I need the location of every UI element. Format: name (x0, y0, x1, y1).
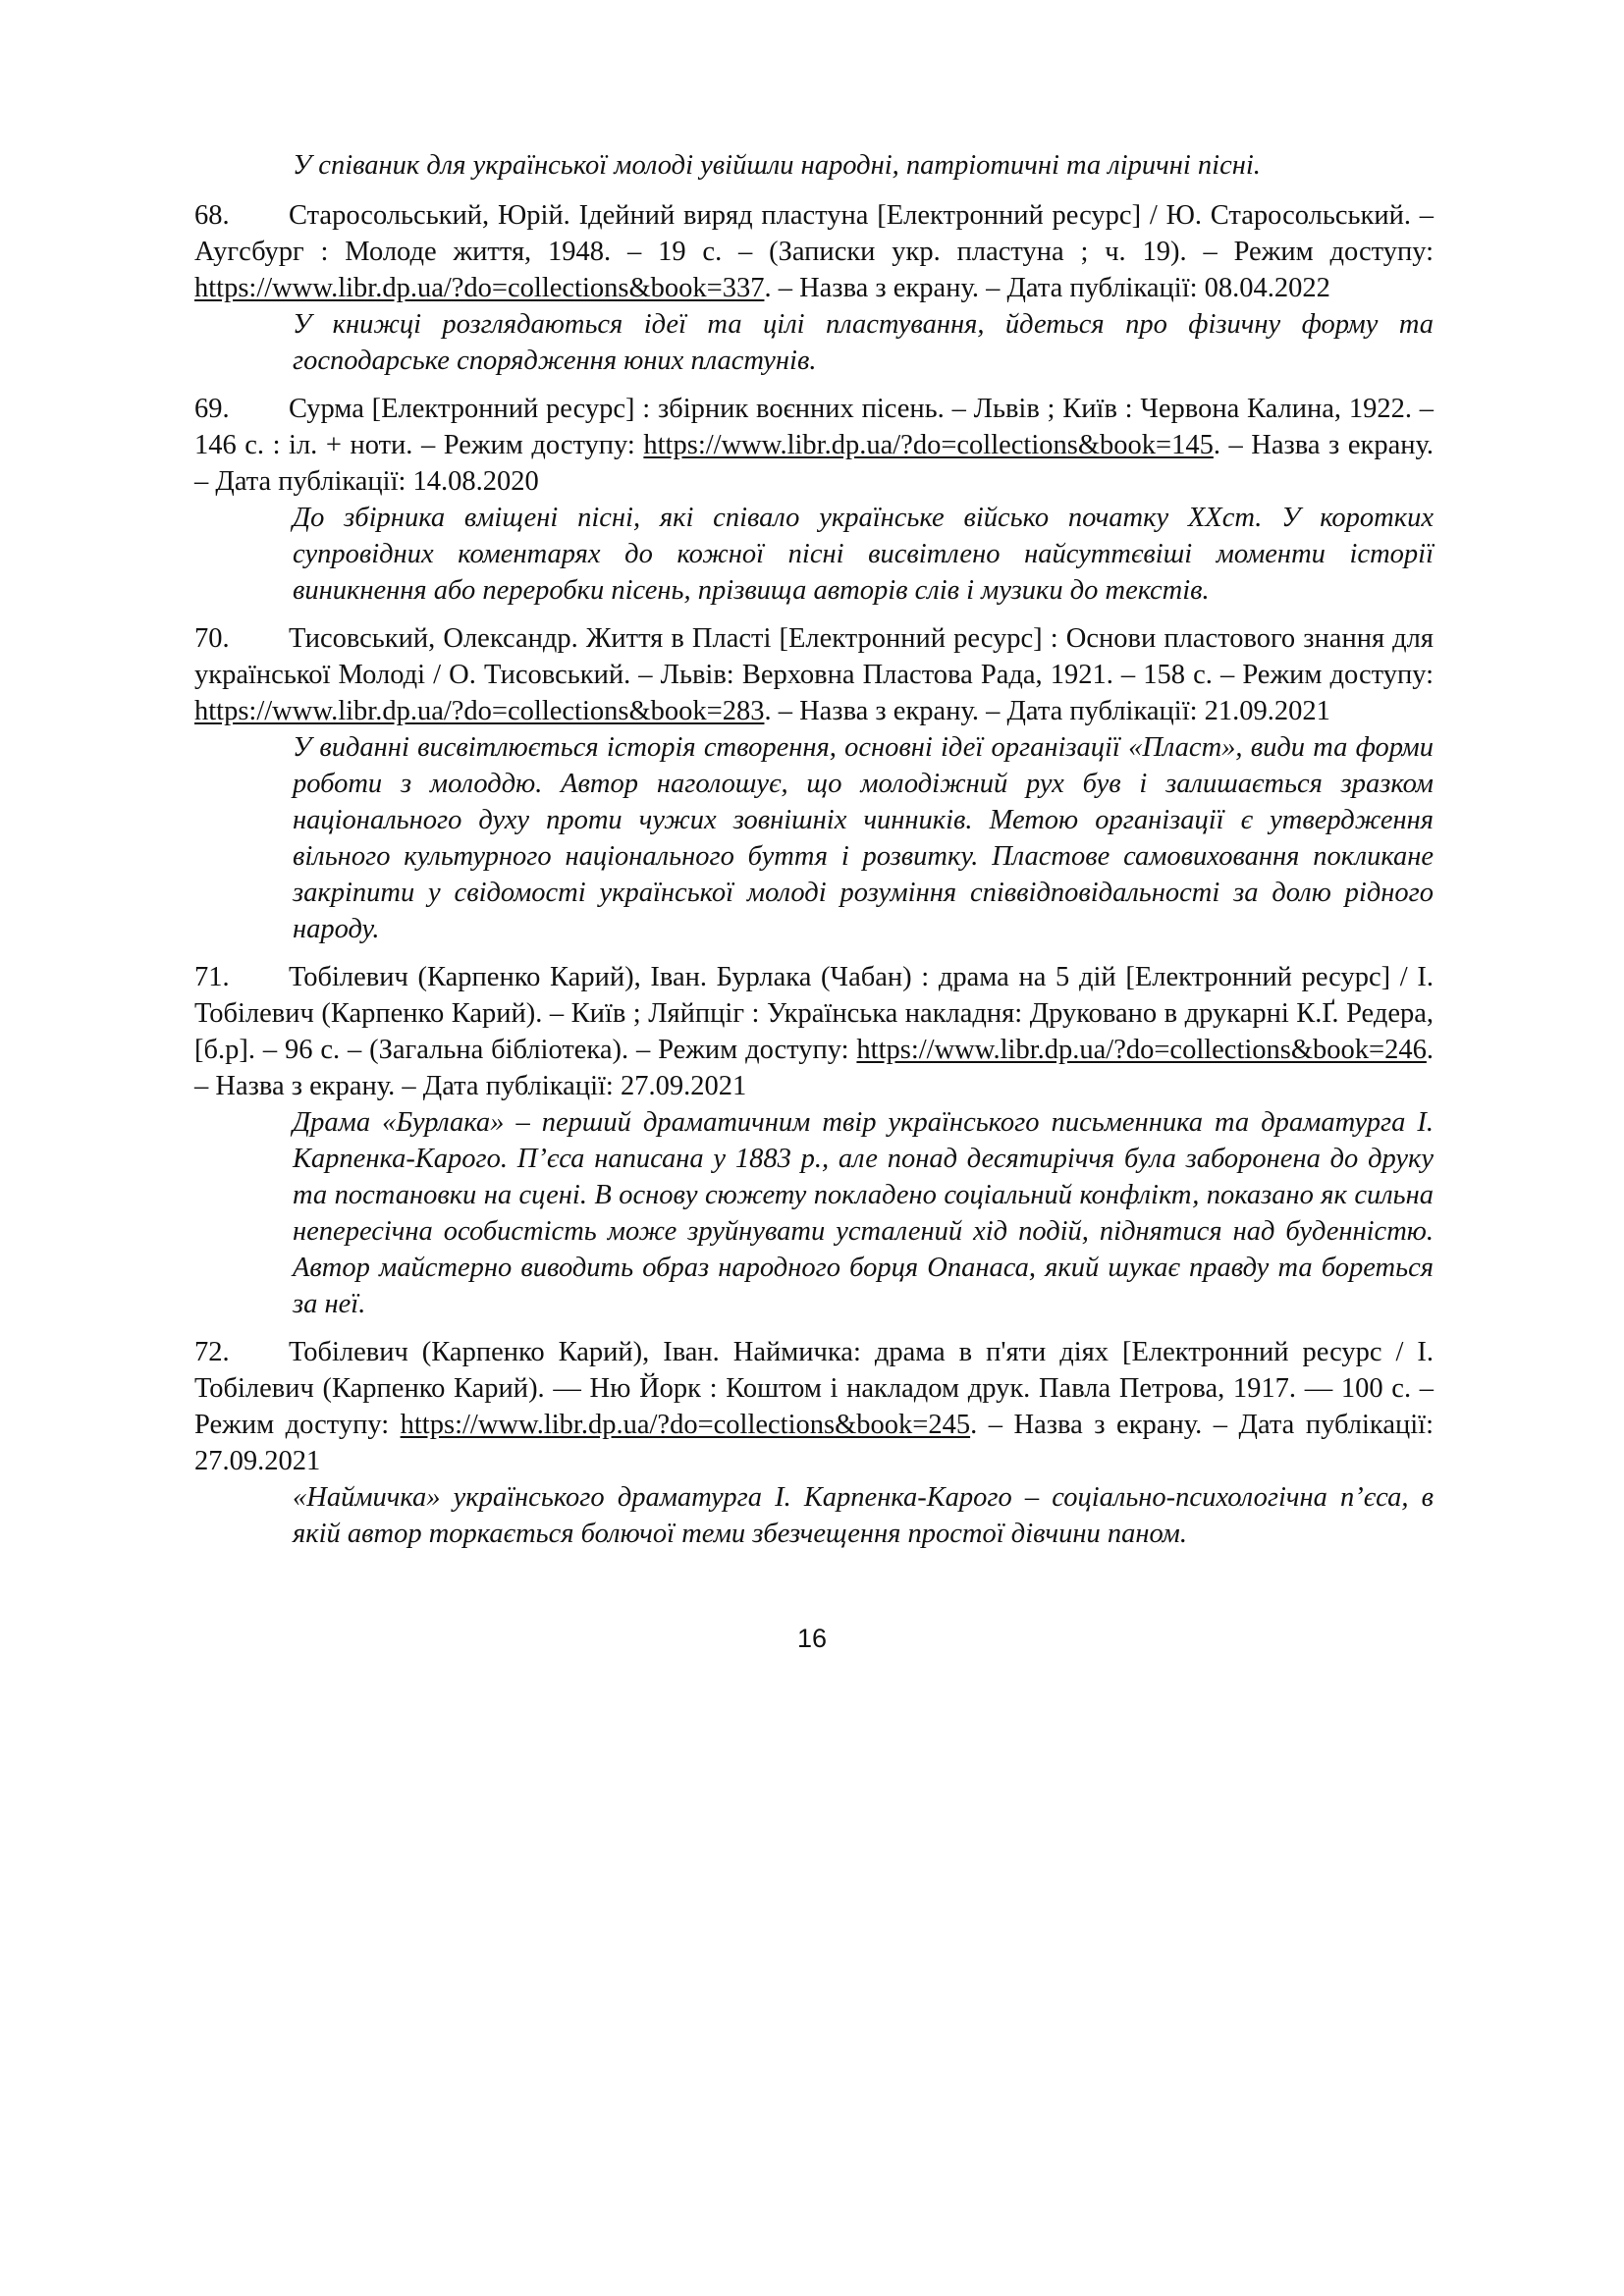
bibliography-entry-70 (194, 620, 1434, 729)
entry-annotation-72: «Наймичка» українського драматурга І. Карпенка-Карого – соціально-психологічна п’єса, в якій автор торкається болючої теми збезчещення простої дівчини паном. (293, 1482, 1434, 1549)
intro-annotation: У співаник для української молоді увійшли народні, патріотичні та ліричні пісні. (293, 150, 1261, 181)
entry-link[interactable]: https://www.libr.dp.ua/?do=collections&book=245 (400, 1410, 971, 1440)
entry-text-after: . – Назва з екрану. – Дата публікації: 14.08.2020 (194, 430, 1435, 497)
entry-annotation-71: Драма «Бурлака» – перший драматичним твір українського письменника та драматурга І. Карпенка-Карого. П’єса написана у 1883 р., але понад десятиріччя була заборонена до друку та постановки на сцені. В основу сюжету покладено соціальний конфлікт, показано як сильна непересічна особистість може зруйнувати усталений хід подій, піднятися над буденністю. Автор майстерно виводить образ народного борця Опанаса, який шукає правду та бореться за неї. (293, 1107, 1434, 1319)
entry-text: Тисовський, Олександр. Життя в Пласті [Електронний ресурс] : Основи пластового знання для української Молоді / О. Тисовський. – Львів: Верховна Пластова Рада, 1921. – 158 с. – Режим доступу: (194, 623, 1434, 690)
entry-link[interactable]: https://www.libr.dp.ua/?do=collections&book=246 (856, 1035, 1427, 1065)
entry-number: 71. (194, 962, 230, 992)
entry-text: Тобілевич (Карпенко Карий), Іван. Бурлака (Чабан) : драма на 5 дій [Електронний ресурс] / І. Тобілевич (Карпенко Карий). – Київ ; Ляйпціг : Українська накладня: Друковано в друкарні К.Ґ. Редера, [б.р]. – 96 с. – (Загальна бібліотека). – Режим доступу: (194, 962, 1434, 1065)
entry-link[interactable]: https://www.libr.dp.ua/?do=collections&book=145 (643, 430, 1214, 460)
bibliography-entry-68 (194, 197, 1434, 306)
entry-text-after: . – Назва з екрану. – Дата публікації: 08.04.2022 (764, 273, 1330, 303)
entry-number: 68. (194, 200, 230, 231)
entry-link[interactable]: https://www.libr.dp.ua/?do=collections&book=337 (194, 273, 765, 303)
bibliography-entry-72 (194, 1334, 1434, 1479)
entry-annotation-69: До збірника вміщені пісні, які співало українське військо початку ХХст. У коротких супровідних коментарях до кожної пісні висвітлено найсуттєвіші моменти історії виникнення або переробки пісень, прізвища авторів слів і музики до текстів. (293, 503, 1434, 606)
entry-text-after: . – Назва з екрану. – Дата публікації: 21.09.2021 (764, 696, 1330, 726)
entry-number: 72. (194, 1337, 230, 1367)
entry-number: 70. (194, 623, 230, 654)
entry-number: 69. (194, 394, 230, 424)
entry-annotation-70: У виданні висвітлюється історія створення, основні ідеї організації «Пласт», види та форми роботи з молоддю. Автор наголошує, що молодіжний рух був і залишається зразком національного духу проти чужих зовнішніх чинників. Метою організації є утвердження вільного культурного національного буття і розвитку. Пластове самовиховання покликане закріпити у свідомості української молоді розуміння співвідповідальності за долю рідного народу. (293, 732, 1434, 944)
entry-link[interactable]: https://www.libr.dp.ua/?do=collections&book=283 (194, 696, 765, 726)
bibliography-entry-71 (194, 959, 1434, 1104)
entry-text: Старосольський, Юрій. Ідейний виряд пластуна [Електронний ресурс] / Ю. Старосольський. – Аугсбург : Молоде життя, 1948. – 19 с. – (Записки укр. пластуна ; ч. 19). – Режим доступу: (194, 200, 1434, 267)
bibliography-entry-69 (194, 391, 1434, 500)
entry-text-after: . – Назва з екрану. – Дата публікації: 27.09.2021 (194, 1410, 1434, 1476)
entry-text: Тобілевич (Карпенко Карий), Іван. Наймичка: драма в п'яти діях [Електронний ресурс / І. Тобілевич (Карпенко Карий). — Ню Йорк : Коштом і накладом друк. Павла Петрова, 1917. — 100 с. – Режим доступу: (194, 1337, 1434, 1440)
entry-annotation-68: У книжці розглядаються ідеї та цілі пластування, йдеться про фізичну форму та господарське спорядження юних пластунів. (293, 309, 1434, 376)
page-number: 16 (796, 1624, 828, 1653)
entry-text-after: . – Назва з екрану. – Дата публікації: 27.09.2021 (194, 1035, 1434, 1101)
entry-text: Сурма [Електронний ресурс] : збірник воєнних пісень. – Львів ; Київ : Червона Калина, 1922. – 146 с. : іл. + ноти. – Режим доступу: (194, 394, 1434, 460)
document-page (194, 147, 1434, 1564)
